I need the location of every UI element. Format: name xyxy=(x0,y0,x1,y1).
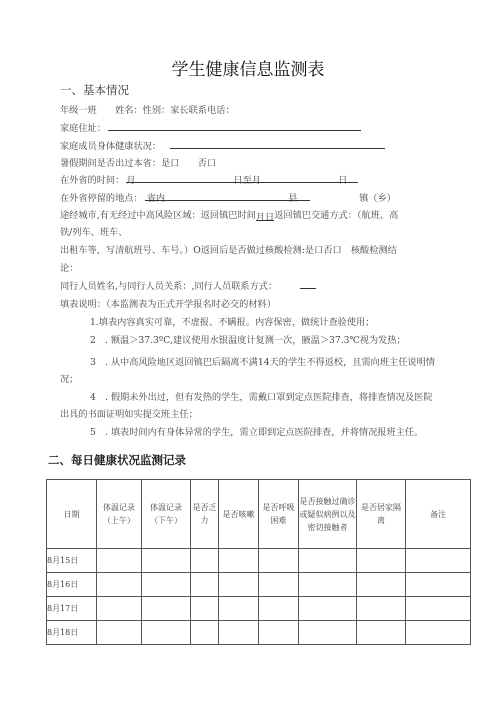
transit-text-c: 返回镇巴交通方式：（航班、高 xyxy=(274,210,399,221)
note-item-cont: 出具的书面证明如实提交班主任； xyxy=(60,409,198,420)
table-row xyxy=(47,573,471,597)
cell-input[interactable] xyxy=(142,597,191,621)
cell-input[interactable] xyxy=(97,573,142,597)
stay-time-field[interactable] xyxy=(126,182,358,183)
cell-input[interactable] xyxy=(299,621,357,645)
stay-time-line xyxy=(60,172,347,186)
col-header-breathing: 是否呼吸 困难 xyxy=(259,480,299,549)
cell-input[interactable] xyxy=(357,549,406,573)
cell-input[interactable] xyxy=(259,549,299,573)
return-date-field[interactable]: 月日 xyxy=(256,209,274,221)
cell-input[interactable] xyxy=(97,621,142,645)
col-header-date: 日期 xyxy=(47,480,97,549)
cell-input[interactable] xyxy=(406,621,471,645)
cell-input[interactable] xyxy=(219,597,259,621)
stay-place-prefix: 在外省停留的地点： xyxy=(60,193,143,204)
stay-place-county: 县 xyxy=(288,193,298,204)
col-header-contact: 是否接触过确诊 或疑似病例以及 密切接触者 xyxy=(299,480,357,549)
stay-time-day: 日 xyxy=(338,175,348,186)
cell-input[interactable] xyxy=(406,597,471,621)
cell-input[interactable] xyxy=(357,597,406,621)
row-date: 8月17日 xyxy=(47,597,97,621)
note-item: 2 . 额温＞37.3ºC,建议使用水银温度计复测一次，腋温＞37.3℃视为发热； xyxy=(90,335,406,346)
transit-line-1 xyxy=(60,207,398,221)
note-heading: 填表说明：（本监测表为正式开学报名时必交的材料） xyxy=(60,299,276,310)
page-title: 学生健康信息监测表 xyxy=(171,60,325,80)
cell-input[interactable] xyxy=(97,549,142,573)
cell-input[interactable] xyxy=(357,621,406,645)
note-item: 3 . 从中高风险地区返回镇巴后隔离不满14天的学生不得返校，且需向班主任说明情 xyxy=(90,357,435,368)
section-daily-heading: 二、每日健康状况监测记录 xyxy=(48,453,186,467)
stay-place-field[interactable] xyxy=(145,200,310,201)
note-item-cont: 况； xyxy=(60,374,79,385)
stay-time-prefix: 在外省的时间： xyxy=(60,175,125,186)
note-item: 4 . 假期未外出过，但有发热的学生，需戴口罩到定点医院排查，将排查情况及医院 xyxy=(90,392,433,403)
cell-input[interactable] xyxy=(142,573,191,597)
cell-input[interactable] xyxy=(142,621,191,645)
cell-input[interactable] xyxy=(259,597,299,621)
stay-time-month: 月 xyxy=(126,175,136,186)
row-date: 8月16日 xyxy=(47,573,97,597)
cell-input[interactable] xyxy=(219,549,259,573)
stay-place-line xyxy=(60,190,396,204)
cell-input[interactable] xyxy=(219,621,259,645)
stay-place-town: 镇（乡） xyxy=(359,193,396,204)
col-header-temp-am: 体温记录 （上午） xyxy=(97,480,142,549)
address-field[interactable] xyxy=(108,130,361,131)
table-row xyxy=(47,597,471,621)
col-header-fatigue: 是否乏 力 xyxy=(191,480,219,549)
cell-input[interactable] xyxy=(191,597,219,621)
cell-input[interactable] xyxy=(259,621,299,645)
table-row xyxy=(47,549,471,573)
stay-place-province: 省内 xyxy=(146,193,166,204)
cell-input[interactable] xyxy=(259,573,299,597)
transit-line-3: 出租车等，写清航班号、车号。）O返回后是否做过核酸检测:是口否口 核酸检测结 xyxy=(60,245,397,256)
cell-input[interactable] xyxy=(406,549,471,573)
stay-time-mid: 日至月 xyxy=(233,175,262,186)
cell-input[interactable] xyxy=(406,573,471,597)
transit-line-2: 铁/列车、班车、 xyxy=(60,227,128,238)
cell-input[interactable] xyxy=(299,573,357,597)
class-name-line: 年级一班 姓名：性别：家长联系电话： xyxy=(60,105,235,116)
table-header-row xyxy=(47,480,471,549)
cell-input[interactable] xyxy=(191,621,219,645)
col-header-remarks: 备注 xyxy=(406,480,471,549)
cell-input[interactable] xyxy=(191,573,219,597)
family-health-field[interactable] xyxy=(170,148,385,149)
note-item: 5 . 填表时间内有身体异常的学生，需立即到定点医院排查，并将情况报班主任。 xyxy=(90,427,424,438)
family-health-label: 家庭成员身体健康状况： xyxy=(60,141,162,152)
daily-record-table xyxy=(46,479,471,645)
note-item: 1.填表内容真实可靠，不虚报、不瞒报。内容保密，做统计查验使用； xyxy=(90,317,375,328)
companion-line: 同行人员姓名,与同行人员关系：,同行人员联系方式： xyxy=(60,281,278,292)
cell-input[interactable] xyxy=(191,549,219,573)
col-header-quarantine: 是否居家隔 离 xyxy=(357,480,406,549)
address-label: 家庭住址： xyxy=(60,123,106,134)
cell-input[interactable] xyxy=(142,549,191,573)
companion-contact-field[interactable] xyxy=(300,288,316,289)
table-row xyxy=(47,621,471,645)
left-province-line: 暑假期间是否出过本省：是口 否口 xyxy=(60,158,217,169)
cell-input[interactable] xyxy=(299,597,357,621)
row-date: 8月15日 xyxy=(47,549,97,573)
cell-input[interactable] xyxy=(219,573,259,597)
cell-input[interactable] xyxy=(97,597,142,621)
transit-text-a: 途经城市,有无经过中高风险区域：返回镇巴时间 xyxy=(60,210,256,221)
section-basic-heading: 一、基本情况 xyxy=(60,83,129,97)
col-header-temp-pm: 体温记录 （下午） xyxy=(142,480,191,549)
col-header-cough: 是否咳嗽 xyxy=(219,480,259,549)
cell-input[interactable] xyxy=(357,573,406,597)
transit-line-4: 论： xyxy=(60,263,79,274)
row-date: 8月18日 xyxy=(47,621,97,645)
cell-input[interactable] xyxy=(299,549,357,573)
